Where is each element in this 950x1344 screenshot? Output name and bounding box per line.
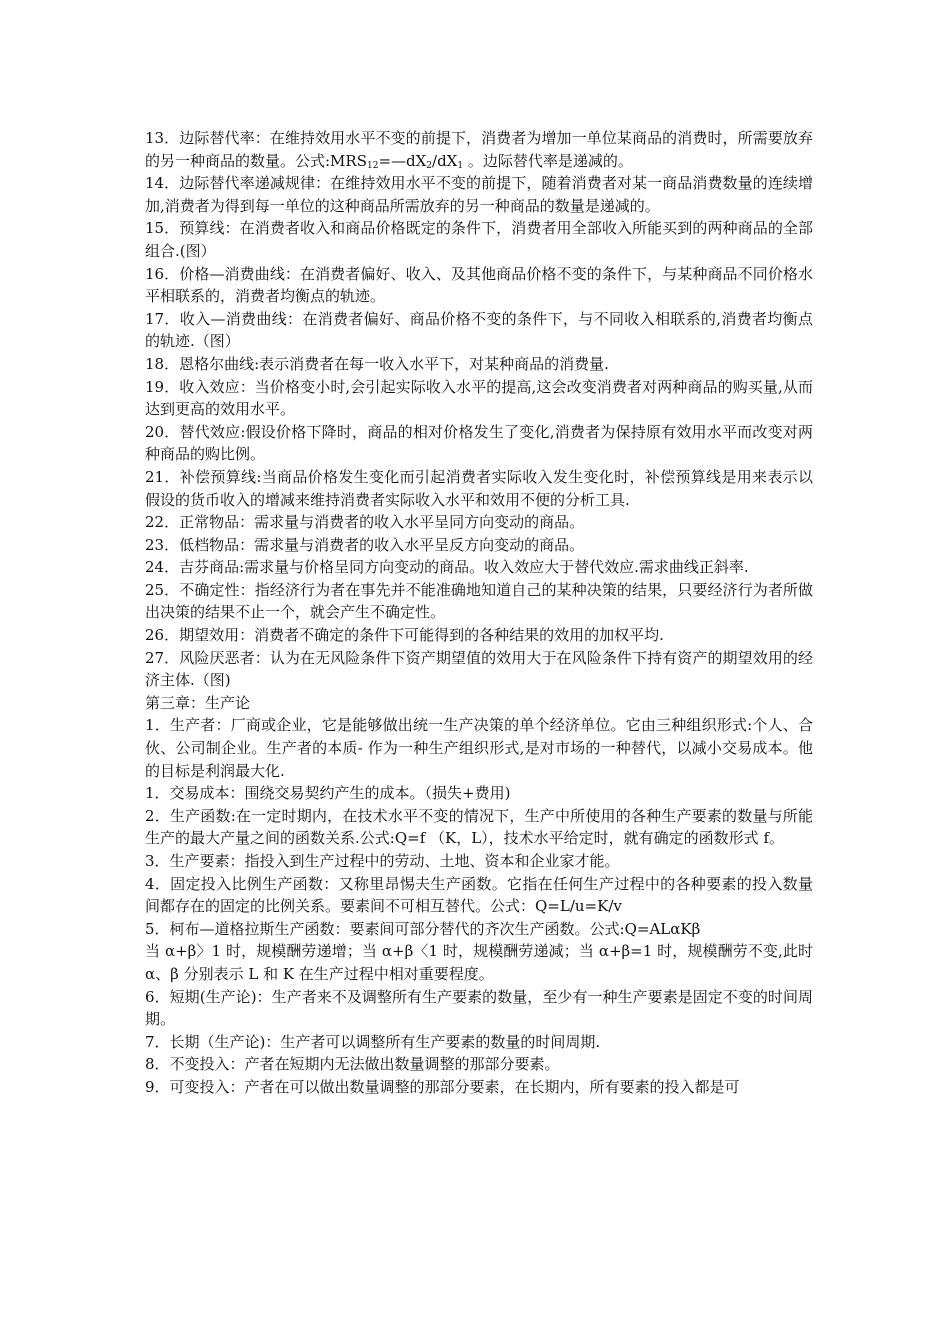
paragraph: 18．恩格尔曲线:表示消费者在每一收入水平下，对某种商品的消费量. — [145, 354, 609, 373]
paragraph: 4．固定投入比例生产函数：又称里昂惕夫生产函数。它指在任何生产过程中的各种要素的投入数量间都存在的固定的比例关系。要素间不可相互替代。公式：Q=L/u=K/v — [145, 874, 813, 916]
paragraph: 9．可变投入：产者在可以做出数量调整的那部分要素，在长期内，所有要素的投入都是可 — [145, 1077, 740, 1096]
paragraph: 6．短期(生产论)：生产者来不及调整所有生产要素的数量，至少有一种生产要素是固定不变的时间周期。 — [145, 987, 813, 1029]
paragraph: 7．长期（生产论)：生产者可以调整所有生产要素的数量的时间周期. — [145, 1032, 601, 1051]
subscript: 1 — [457, 160, 464, 171]
chapter-heading: 第三章：生产论 — [145, 693, 251, 712]
subscript: 2 — [426, 160, 433, 171]
paragraph: 27．风险厌恶者：认为在无风险条件下资产期望值的效用大于在风险条件下持有资产的期望效用的经济主体.（图) — [145, 648, 813, 690]
paragraph: 26．期望效用：消费者不确定的条件下可能得到的各种结果的效用的加权平均. — [145, 626, 664, 645]
subscript: 12 — [366, 160, 379, 171]
paragraph: 14．边际替代率递减规律：在维持效用水平不变的前提下，随着消费者对某一商品消费数量的连续增加,消费者为得到每一单位的这种商品所需放弃的另一种商品的数量是递减的。 — [145, 174, 813, 215]
paragraph: 5．柯布—道格拉斯生产函数：要素间可部分替代的齐次生产函数。公式:Q=ALαKβ — [145, 919, 701, 938]
paragraph: 3．生产要素：指投入到生产过程中的劳动、土地、资本和企业家才能。 — [145, 852, 620, 870]
paragraph-13-mrs — [145, 127, 813, 172]
paragraph: 2．生产函数:在一定时期内，在技术水平不变的情况下，生产中所使用的各种生产要素的数量与所能生产的最大产量之间的函数关系.公式:Q=f （K，L），技术水平给定时，就有确定的函数形式 f。 — [145, 806, 813, 848]
paragraph: 21．补偿预算线:当商品价格发生变化而引起消费者实际收入发生变化时，补偿预算线是用来表示以假设的货币收入的增减来维持消费者实际收入水平和效用不便的分析工具. — [145, 467, 813, 509]
paragraph: 1．交易成本：围绕交易契约产生的成本。（损失+费用) — [145, 784, 511, 803]
paragraph: 24．吉芬商品:需求量与价格呈同方向变动的商品。收入效应大于替代效应.需求曲线正斜率. — [145, 558, 749, 577]
paragraph: 22．正常物品：需求量与消费者的收入水平呈同方向变动的商品。 — [145, 513, 585, 532]
paragraph: 20．替代效应:假设价格下降时，商品的相对价格发生了变化,消费者为保持原有效用水平而改变对两种商品的购比例。 — [145, 422, 813, 464]
paragraph: 1．生产者：厂商或企业，它是能够做出统一生产决策的单个经济单位。它由三种组织形式:个人、合伙、公司制企业。生产者的本质- 作为一种生产组织形式,是对市场的一种替代，以减小交易成本。他的目标是利润最大化. — [145, 716, 813, 780]
paragraph: 17．收入—消费曲线：在消费者偏好、商品价格不变的条件下，与不同收入相联系的,消费者均衡点的轨迹.（图） — [145, 309, 813, 351]
document-body — [145, 127, 813, 1099]
paragraph: 8．不变投入：产者在短期内无法做出数量调整的那部分要素。 — [145, 1055, 560, 1074]
paragraph: 当 α+β〉1 时，规模酬劳递增；当 α+β〈1 时，规模酬劳递减；当 α+β=1 时，规模酬劳不变,此时 α、β 分别表示 L 和 K 在生产过程中相对重要程度。 — [145, 942, 813, 983]
paragraph: 25．不确定性：指经济行为者在事先并不能准确地知道自己的某种决策的结果，只要经济行为者所做出决策的结果不止一个，就会产生不确定性。 — [145, 580, 813, 622]
text-fragment: /dX — [432, 151, 458, 170]
text-fragment: 13．边际替代率：在维持效用水平不变的前提下，消费者为增加一单位某商品的消费时，所需要放弃的另一种商品的数量。公式:MRS — [145, 129, 813, 170]
paragraph: 23．低档物品：需求量与消费者的收入水平呈反方向变动的商品。 — [145, 535, 585, 554]
paragraph: 19．收入效应：当价格变小时,会引起实际收入水平的提高,这会改变消费者对两种商品的购买量,从而达到更高的效用水平。 — [145, 377, 813, 419]
paragraph: 15．预算线：在消费者收入和商品价格既定的条件下，消费者用全部收入所能买到的两种商品的全部组合.(图） — [145, 219, 813, 260]
text-fragment: =—dX — [378, 151, 427, 170]
text-fragment: 。边际替代率是递减的。 — [463, 151, 633, 170]
paragraph: 16．价格—消费曲线：在消费者偏好、收入、及其他商品价格不变的条件下，与某种商品不同价格水平相联系的，消费者均衡点的轨迹。 — [145, 264, 813, 306]
